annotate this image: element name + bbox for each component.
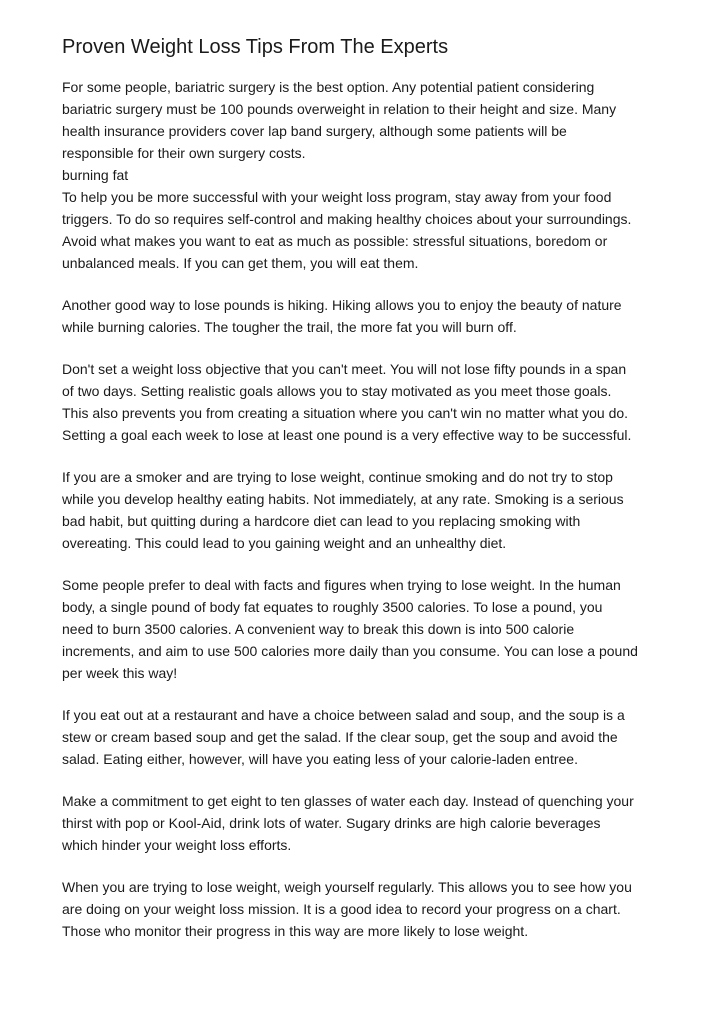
- text-line: To help you be more successful with your weight loss program, stay away from your food: [62, 189, 612, 205]
- text-line: while burning calories. The tougher the trail, the more fat you will burn off.: [62, 319, 517, 335]
- text-line: while you develop healthy eating habits. Not immediately, at any rate. Smoking is a serious: [62, 491, 624, 507]
- text-line: bad habit, but quitting during a hardcore diet can lead to you replacing smoking with: [62, 513, 581, 529]
- text-line: burning fat: [62, 167, 129, 183]
- text-line: responsible for their own surgery costs.: [62, 145, 306, 161]
- text-line: are doing on your weight loss mission. It is a good idea to record your progress on a chart.: [62, 901, 621, 917]
- text-line: need to burn 3500 calories. A convenient way to break this down is into 500 calorie: [62, 621, 575, 637]
- text-line: health insurance providers cover lap band surgery, although some patients will be: [62, 123, 567, 139]
- text-line: which hinder your weight loss efforts.: [62, 837, 292, 853]
- text-line: overeating. This could lead to you gaining weight and an unhealthy diet.: [62, 535, 507, 551]
- text-line: of two days. Setting realistic goals allows you to stay motivated as you meet those goals.: [62, 383, 612, 399]
- text-line: Another good way to lose pounds is hiking. Hiking allows you to enjoy the beauty of nature: [62, 297, 622, 313]
- paragraph-calories: [62, 574, 714, 684]
- text-line: Setting a goal each week to lose at least one pound is a very effective way to be successful.: [62, 427, 632, 443]
- paragraph-bariatric-surgery: [62, 76, 714, 274]
- paragraph-restaurant: [62, 704, 714, 770]
- text-line: unbalanced meals. If you can get them, you will eat them.: [62, 255, 419, 271]
- paragraph-smoking: [62, 466, 714, 554]
- text-line: For some people, bariatric surgery is the best option. Any potential patient considering: [62, 79, 595, 95]
- text-line: increments, and aim to use 500 calories more daily than you consume. You can lose a pound: [62, 643, 638, 659]
- text-line: Those who monitor their progress in this way are more likely to lose weight.: [62, 923, 529, 939]
- text-line: Avoid what makes you want to eat as much as possible: stressful situations, boredom or: [62, 233, 608, 249]
- text-line: If you eat out at a restaurant and have a choice between salad and soup, and the soup is a: [62, 707, 625, 723]
- text-line: stew or cream based soup and get the salad. If the clear soup, get the soup and avoid the: [62, 729, 618, 745]
- text-line: This also prevents you from creating a situation where you can't win no matter what you do.: [62, 405, 629, 421]
- text-line: bariatric surgery must be 100 pounds overweight in relation to their height and size. Many: [62, 101, 617, 117]
- text-line: When you are trying to lose weight, weigh yourself regularly. This allows you to see how you: [62, 879, 632, 895]
- paragraph-weigh-yourself: [62, 876, 714, 942]
- text-line: body, a single pound of body fat equates to roughly 3500 calories. To lose a pound, you: [62, 599, 603, 615]
- paragraph-water: [62, 790, 714, 856]
- paragraph-hiking: [62, 294, 714, 338]
- text-line: Make a commitment to get eight to ten glasses of water each day. Instead of quenching your: [62, 793, 634, 809]
- text-line: thirst with pop or Kool-Aid, drink lots of water. Sugary drinks are high calorie beverages: [62, 815, 601, 831]
- text-line: Some people prefer to deal with facts and figures when trying to lose weight. In the human: [62, 577, 621, 593]
- text-line: If you are a smoker and are trying to lose weight, continue smoking and do not try to stop: [62, 469, 613, 485]
- paragraph-realistic-goals: [62, 358, 714, 446]
- text-line: triggers. To do so requires self-control and making healthy choices about your surroundings.: [62, 211, 632, 227]
- document-title: Proven Weight Loss Tips From The Experts: [62, 36, 449, 58]
- text-line: salad. Eating either, however, will have you eating less of your calorie-laden entree.: [62, 751, 578, 767]
- text-line: Don't set a weight loss objective that you can't meet. You will not lose fifty pounds in a span: [62, 361, 627, 377]
- text-line: per week this way!: [62, 665, 178, 681]
- document-page: [62, 32, 714, 962]
